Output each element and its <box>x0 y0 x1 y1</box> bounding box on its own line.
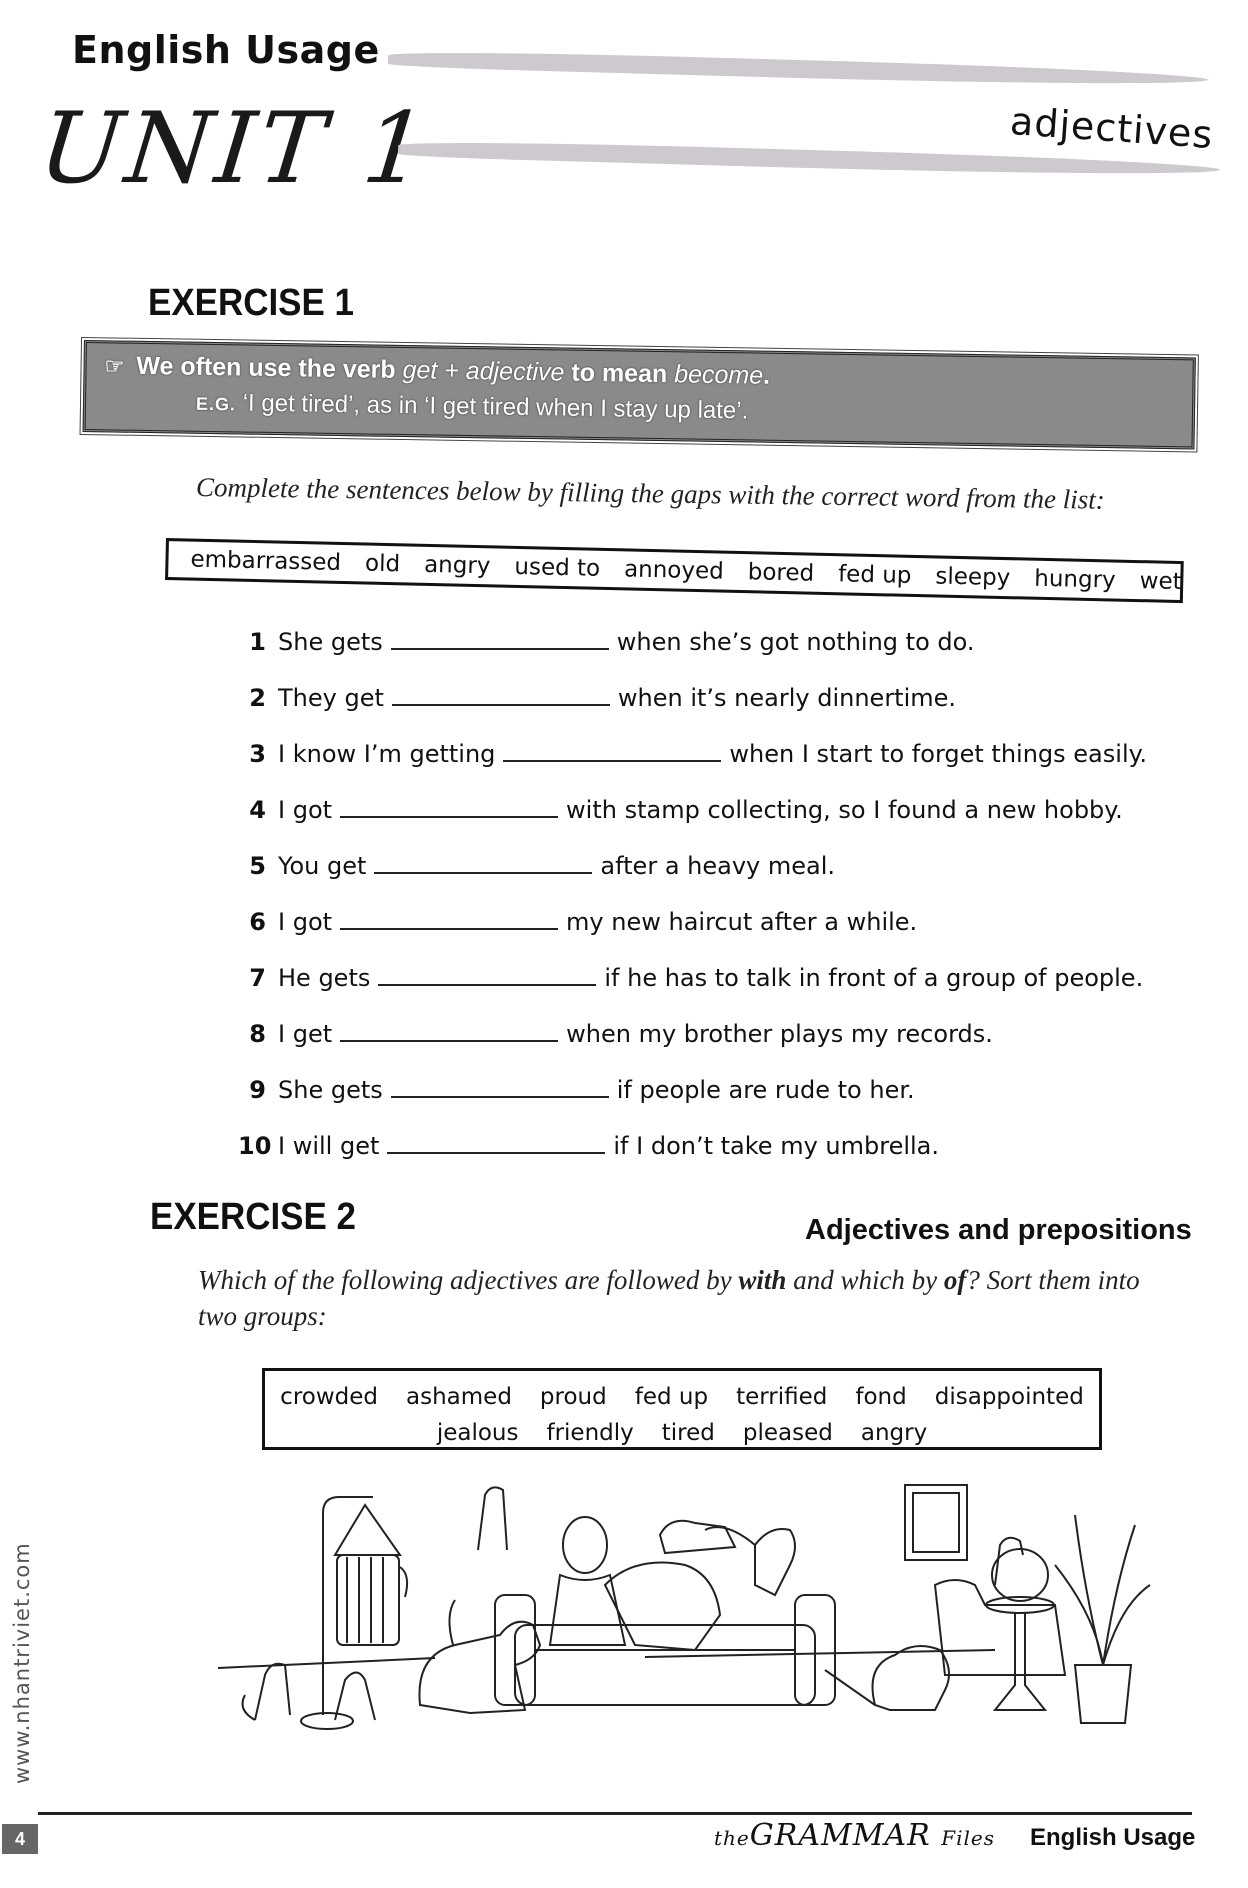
word-option: old <box>364 550 401 578</box>
word-option: wet <box>1139 568 1182 596</box>
tip-rule: ☞ We often use the verb get + adjective to mean become. <box>104 351 771 390</box>
answer-blank[interactable] <box>391 1078 609 1098</box>
word-option: proud <box>539 1384 607 1410</box>
exercise-2-subtitle: Adjectives and prepositions <box>805 1214 1192 1246</box>
tip-box <box>83 340 1196 449</box>
word-option: terrified <box>736 1384 828 1410</box>
tip-example: E.G. ‘I get tired’, as in ‘I get tired when I stay up late’. <box>195 389 749 425</box>
unit-title: UNIT 1 <box>34 92 436 206</box>
page-number: 4 <box>2 1824 38 1854</box>
word-option: embarrassed <box>190 546 342 576</box>
pointing-hand-icon: ☞ <box>104 353 125 379</box>
adjective-list-box <box>262 1368 1102 1450</box>
book-brand: theGRAMMAR Files <box>714 1818 995 1853</box>
sentence-item: 1 She gets when she’s got nothing to do. <box>249 628 975 656</box>
word-option: sleepy <box>935 563 1011 592</box>
sentence-item: 4 I got with stamp collecting, so I found a new hobby. <box>249 796 1123 824</box>
sentence-item: 2 They get when it’s nearly dinnertime. <box>249 684 957 712</box>
sentence-item: 3 I know I’m getting when I start to forget things easily. <box>249 740 1148 768</box>
word-list-box <box>165 538 1184 603</box>
answer-blank[interactable] <box>378 966 596 986</box>
answer-blank[interactable] <box>391 630 609 650</box>
answer-blank[interactable] <box>374 854 592 874</box>
sentence-item: 6 I got my new haircut after a while. <box>249 908 918 936</box>
word-option: friendly <box>546 1420 634 1446</box>
footer-divider <box>38 1812 1192 1815</box>
word-option: disappointed <box>934 1384 1084 1410</box>
sentence-item: 10 I will get if I don’t take my umbrella. <box>238 1132 940 1160</box>
word-option: hungry <box>1034 565 1116 594</box>
word-option: fed up <box>634 1384 709 1410</box>
word-option: crowded <box>280 1384 379 1410</box>
answer-blank[interactable] <box>340 798 558 818</box>
word-option: fond <box>855 1384 907 1410</box>
unit-topic: adjectives <box>1008 98 1215 158</box>
exercise-1-title: EXERCISE 1 <box>148 282 354 324</box>
word-option: pleased <box>742 1420 833 1446</box>
answer-blank[interactable] <box>387 1134 605 1154</box>
footer-series-title: English Usage <box>1030 1824 1196 1851</box>
word-option: annoyed <box>623 556 725 585</box>
exercise-2-instruction: Which of the following adjectives are followed by with and which by of? Sort them into two groups: <box>198 1265 1140 1331</box>
answer-blank[interactable] <box>340 1022 558 1042</box>
series-title: English Usage <box>72 28 380 72</box>
word-option: fed up <box>837 561 912 589</box>
word-option: angry <box>423 551 491 580</box>
sentence-list <box>238 628 1198 1188</box>
answer-blank[interactable] <box>392 686 610 706</box>
decorative-brush-stroke <box>388 49 1208 90</box>
sentence-item: 8 I get when my brother plays my records. <box>249 1020 993 1048</box>
website-watermark: www.nhantriviet.com <box>10 1542 34 1784</box>
answer-blank[interactable] <box>340 910 558 930</box>
sentence-item: 7 He gets if he has to talk in front of a group of people. <box>249 964 1144 992</box>
word-option: ashamed <box>406 1384 512 1410</box>
word-option: bored <box>747 559 815 587</box>
sentence-item: 5 You get after a heavy meal. <box>249 852 836 880</box>
word-option: angry <box>860 1420 928 1446</box>
word-option: used to <box>514 553 601 582</box>
word-option: jealous <box>436 1420 519 1446</box>
exercise-1-instruction: Complete the sentences below by filling the gaps with the correct word from the list: <box>195 472 1106 515</box>
living-room-with-pets-illustration <box>215 1475 1155 1735</box>
answer-blank[interactable] <box>503 742 721 762</box>
word-option: tired <box>661 1420 715 1446</box>
exercise-2-title: EXERCISE 2 <box>150 1196 356 1238</box>
sentence-item: 9 She gets if people are rude to her. <box>249 1076 915 1104</box>
